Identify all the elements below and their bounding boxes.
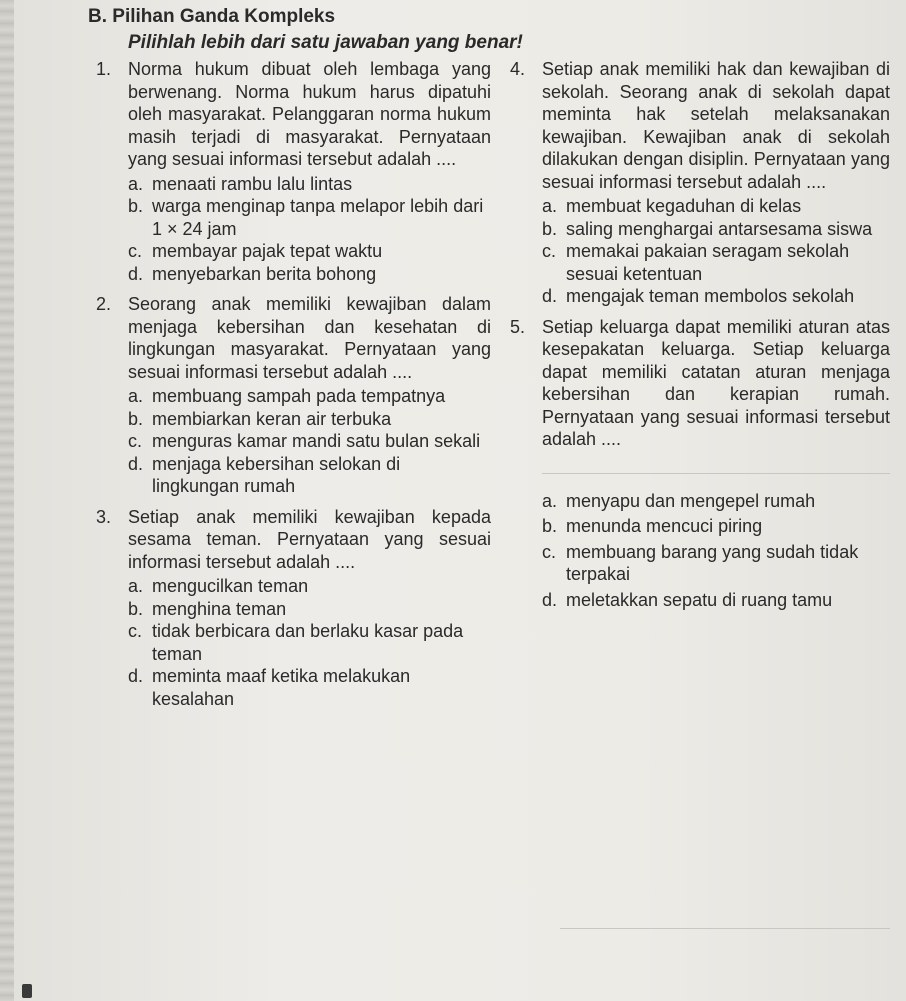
question-stem: Seorang anak memiliki kewajiban dalam menjaga kebersihan dan kesehatan di lingkungan masyarakat. Pernyataan yang sesuai informasi tersebut adalah .... bbox=[128, 294, 491, 382]
option-text: menunda mencuci piring bbox=[566, 516, 763, 536]
option-text: mengajak teman membolos sekolah bbox=[566, 286, 855, 306]
question-5-options bbox=[542, 473, 890, 612]
question-5 bbox=[510, 316, 890, 612]
question-4 bbox=[510, 58, 890, 308]
option-letter: b. bbox=[542, 218, 558, 239]
option-d[interactable] bbox=[542, 589, 890, 612]
option-letter: b. bbox=[128, 196, 144, 216]
option-letter: c. bbox=[542, 541, 557, 562]
option-text: saling menghargai antarsesama siswa bbox=[566, 218, 873, 239]
option-text: menaati rambu lalu lintas bbox=[152, 173, 353, 194]
option-text: warga menginap tanpa melapor lebih dari 1 × 24 jam bbox=[152, 196, 484, 239]
option-c[interactable] bbox=[542, 240, 890, 285]
option-letter: d. bbox=[542, 286, 558, 306]
section-title: B. Pilihan Ganda Kompleks bbox=[88, 6, 336, 27]
option-text: menghina teman bbox=[152, 598, 287, 619]
option-a[interactable] bbox=[128, 575, 491, 598]
option-b[interactable] bbox=[542, 218, 890, 241]
option-b[interactable] bbox=[128, 195, 491, 240]
option-letter: c. bbox=[128, 431, 143, 451]
option-text: tidak berbicara dan berlaku kasar pada teman bbox=[152, 621, 464, 664]
option-text: membuang sampah pada tempatnya bbox=[152, 386, 446, 406]
question-number: 3. bbox=[96, 506, 112, 527]
question-2 bbox=[96, 293, 491, 498]
option-a[interactable] bbox=[128, 173, 491, 196]
option-d[interactable] bbox=[128, 263, 491, 286]
option-c[interactable] bbox=[128, 240, 491, 263]
option-letter: c. bbox=[542, 241, 557, 261]
question-number: 1. bbox=[96, 59, 112, 79]
option-letter: a. bbox=[542, 196, 558, 216]
option-letter: a. bbox=[128, 386, 144, 406]
option-text: meletakkan sepatu di ruang tamu bbox=[566, 589, 833, 610]
question-stem: Norma hukum dibuat oleh lembaga yang berwenang. Norma hukum harus dipatuhi oleh masyarakat. Pelanggaran norma hukum masih terjadi di masyarakat. Pernyataan yang sesuai informasi tersebut adalah .... bbox=[128, 59, 491, 169]
option-letter: a. bbox=[542, 490, 558, 511]
question-number: 4. bbox=[510, 59, 526, 79]
option-letter: d. bbox=[542, 589, 558, 610]
option-text: memakai pakaian seragam sekolah sesuai ketentuan bbox=[566, 241, 850, 284]
option-d[interactable] bbox=[128, 453, 491, 498]
option-text: menguras kamar mandi satu bulan sekali bbox=[152, 431, 481, 451]
option-text: membayar pajak tepat waktu bbox=[152, 241, 383, 261]
option-letter: c. bbox=[128, 241, 143, 261]
option-letter: d. bbox=[128, 666, 144, 686]
left-column bbox=[96, 58, 491, 718]
page-binding-edge bbox=[0, 0, 14, 1001]
option-letter: b. bbox=[542, 516, 558, 536]
option-a[interactable] bbox=[128, 385, 491, 408]
question-number: 5. bbox=[510, 316, 526, 337]
option-letter: c. bbox=[128, 621, 143, 641]
option-letter: d. bbox=[128, 453, 144, 474]
option-d[interactable] bbox=[542, 285, 890, 308]
option-letter: d. bbox=[128, 263, 144, 284]
option-c[interactable] bbox=[128, 620, 491, 665]
instruction-text: Pilihlah lebih dari satu jawaban yang benar! bbox=[128, 32, 523, 53]
option-b[interactable] bbox=[542, 515, 890, 538]
option-text: meminta maaf ketika melakukan kesalahan bbox=[152, 666, 411, 709]
question-stem: Setiap anak memiliki kewajiban kepada sesama teman. Pernyataan yang sesuai informasi tersebut adalah .... bbox=[128, 506, 491, 572]
question-number: 2. bbox=[96, 294, 112, 314]
right-column bbox=[510, 58, 890, 619]
option-a[interactable] bbox=[542, 195, 890, 218]
divider-line bbox=[560, 928, 890, 929]
page-corner-mark bbox=[22, 984, 32, 998]
option-text: membuang barang yang sudah tidak terpakai bbox=[566, 541, 859, 584]
question-stem: Setiap anak memiliki hak dan kewajiban di sekolah. Seorang anak di sekolah dapat meminta hak setelah melaksanakan kewajiban. Kewajiban anak di sekolah dilakukan dengan disiplin. Pernyataan yang sesuai informasi tersebut adalah .... bbox=[542, 59, 890, 192]
question-3 bbox=[96, 506, 491, 711]
option-c[interactable] bbox=[128, 430, 491, 453]
option-text: membuat kegaduhan di kelas bbox=[566, 196, 802, 216]
option-letter: b. bbox=[128, 408, 144, 429]
option-letter: a. bbox=[128, 173, 144, 194]
option-text: menyebarkan berita bohong bbox=[152, 263, 377, 284]
option-text: mengucilkan teman bbox=[152, 576, 309, 596]
question-stem: Setiap keluarga dapat memiliki aturan atas kesepakatan keluarga. Setiap keluarga dapat memiliki catatan aturan menjaga kebersihan dan kerapian rumah. Pernyataan yang sesuai informasi tersebut adalah .... bbox=[542, 316, 890, 449]
option-text: menjaga kebersihan selokan di lingkungan rumah bbox=[152, 453, 401, 496]
option-text: membiarkan keran air terbuka bbox=[152, 408, 392, 429]
option-letter: a. bbox=[128, 576, 144, 596]
question-1 bbox=[96, 58, 491, 285]
option-d[interactable] bbox=[128, 665, 491, 710]
option-b[interactable] bbox=[128, 598, 491, 621]
option-letter: b. bbox=[128, 598, 144, 619]
option-c[interactable] bbox=[542, 541, 890, 586]
option-b[interactable] bbox=[128, 408, 491, 431]
option-a[interactable] bbox=[542, 490, 890, 513]
option-text: menyapu dan mengepel rumah bbox=[566, 490, 816, 511]
